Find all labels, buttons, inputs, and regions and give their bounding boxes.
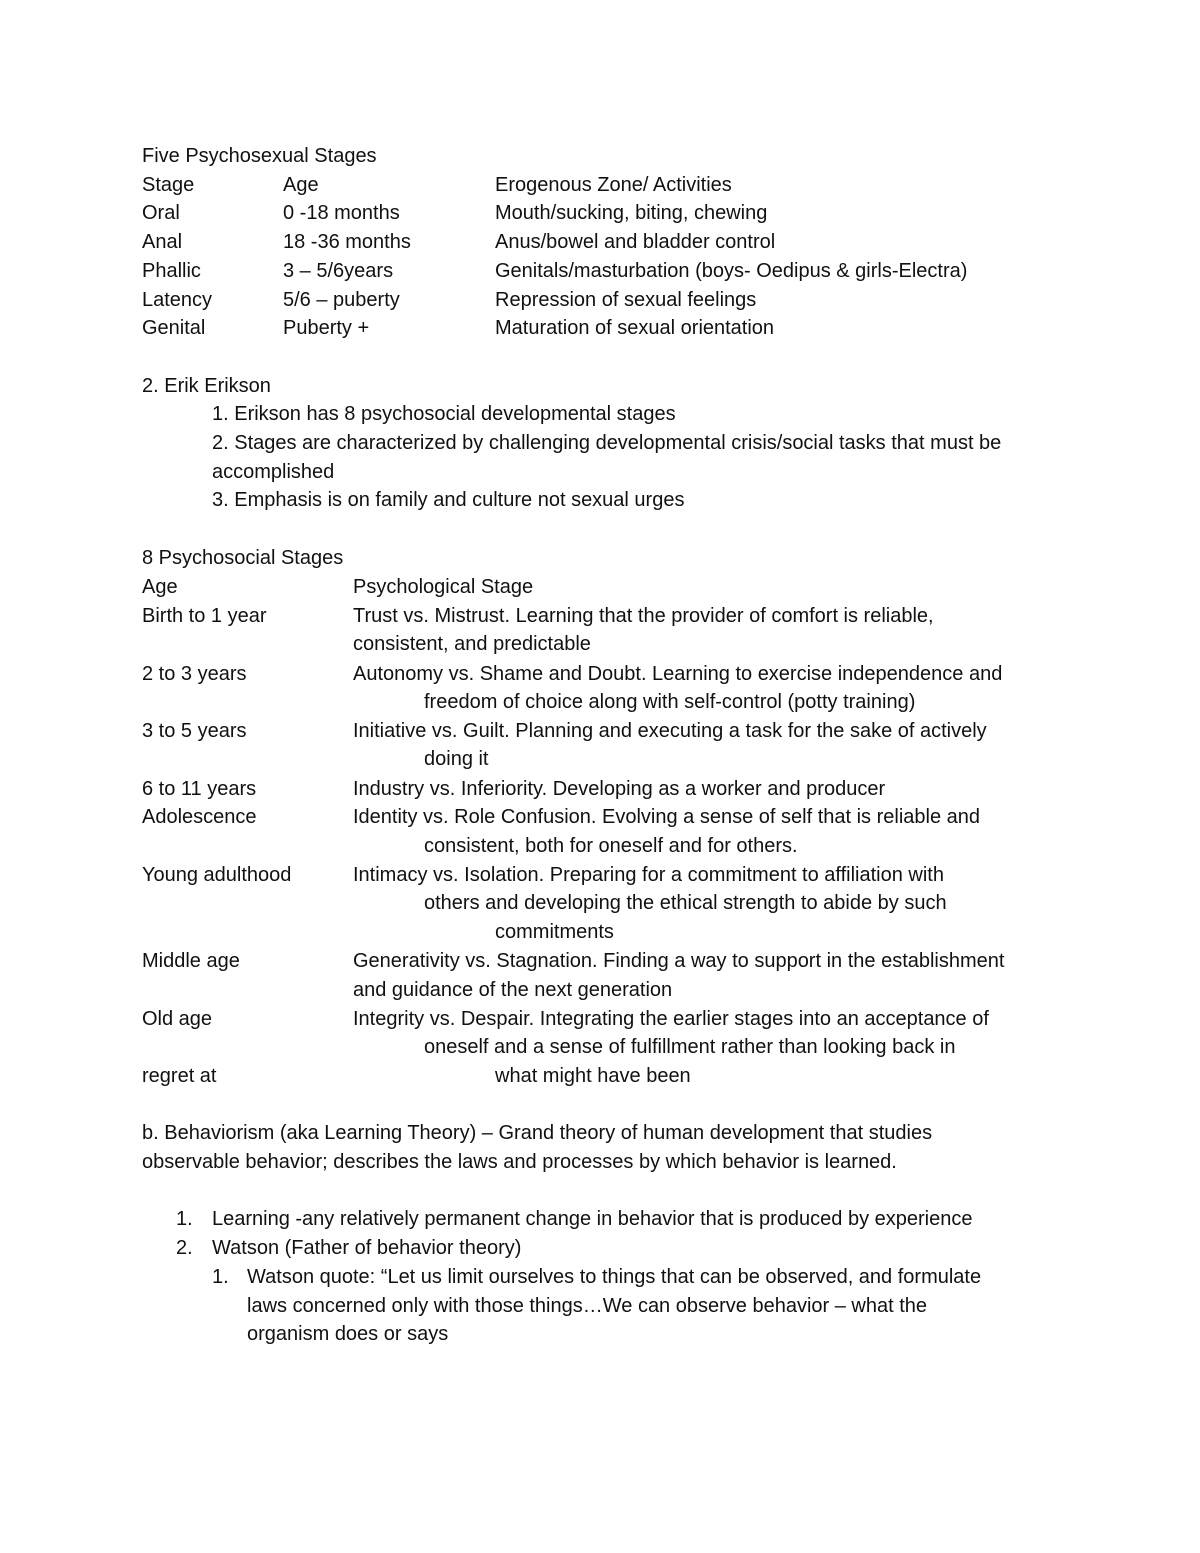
list-text-continuation: laws concerned only with those things…We can observe behavior – what the [247,1295,928,1317]
list-number: 1. [176,1208,193,1230]
erikson-point-continuation: accomplished [212,461,335,483]
stage-age: Adolescence [142,806,257,828]
psychosocial-header-stage: Psychological Stage [353,576,534,598]
table-cell: 18 -36 months [283,231,411,253]
table-cell: Genital [142,317,206,339]
table-cell: 5/6 – puberty [283,289,400,311]
behaviorism-paragraph: observable behavior; describes the laws and processes by which behavior is learned. [142,1151,897,1173]
table-cell: Anal [142,231,183,253]
stage-description: what might have been [495,1065,691,1087]
stage-description: others and developing the ethical strength to abide by such [424,892,947,914]
table-header-zone: Erogenous Zone/ Activities [495,174,732,196]
list-text: Watson quote: “Let us limit ourselves to things that can be observed, and formulate [247,1266,982,1288]
list-item-nested [0,1265,1200,1293]
table-cell: Puberty + [283,317,370,339]
stage-description: freedom of choice along with self-control (potty training) [424,691,916,713]
erikson-heading: 2. Erik Erikson [142,375,271,397]
table-cell: Repression of sexual feelings [495,289,757,311]
table-cell: Latency [142,289,213,311]
stage-description-fragment: regret at [142,1065,217,1087]
stage-description: Identity vs. Role Confusion. Evolving a sense of self that is reliable and [353,806,981,828]
table-header-stage: Stage [142,174,195,196]
list-number: 1. [212,1266,229,1288]
stage-description: oneself and a sense of fulfillment rather than looking back in [424,1036,956,1058]
psychosocial-title: 8 Psychosocial Stages [142,547,344,569]
list-number: 2. [176,1237,193,1259]
erikson-point: 1. Erikson has 8 psychosocial developmental stages [212,403,676,425]
table-cell: Phallic [142,260,201,282]
erikson-point: 3. Emphasis is on family and culture not sexual urges [212,489,685,511]
stage-description: Generativity vs. Stagnation. Finding a way to support in the establishment [353,950,1005,972]
psychosexual-title: Five Psychosexual Stages [142,145,377,167]
stage-description: consistent, both for oneself and for others. [424,835,798,857]
table-cell: Genitals/masturbation (boys- Oedipus & girls-Electra) [495,260,968,282]
table-header-age: Age [283,174,319,196]
stage-age: Middle age [142,950,240,972]
psychosocial-header-age: Age [142,576,178,598]
stage-description: Initiative vs. Guilt. Planning and executing a task for the sake of actively [353,720,987,742]
stage-description: Integrity vs. Despair. Integrating the earlier stages into an acceptance of [353,1008,989,1030]
stage-age: Young adulthood [142,864,292,886]
stage-description: Trust vs. Mistrust. Learning that the provider of comfort is reliable, [353,605,934,627]
list-item [0,1207,1200,1235]
stage-age: Old age [142,1008,213,1030]
table-cell: 0 -18 months [283,202,400,224]
stage-description: Autonomy vs. Shame and Doubt. Learning to exercise independence and [353,663,1003,685]
stage-age: Birth to 1 year [142,605,267,627]
stage-age: 6 to 11 years [142,778,257,800]
erikson-point: 2. Stages are characterized by challenging developmental crisis/social tasks that must be [212,432,1002,454]
table-cell: Anus/bowel and bladder control [495,231,776,253]
list-item [0,1236,1200,1264]
stage-description: Intimacy vs. Isolation. Preparing for a commitment to affiliation with [353,864,944,886]
stage-age: 3 to 5 years [142,720,247,742]
list-text: Watson (Father of behavior theory) [212,1237,522,1259]
stage-description: Industry vs. Inferiority. Developing as a worker and producer [353,778,886,800]
stage-description: consistent, and predictable [353,633,591,655]
stage-description: and guidance of the next generation [353,979,673,1001]
behaviorism-paragraph: b. Behaviorism (aka Learning Theory) – Grand theory of human development that studies [142,1122,933,1144]
table-cell: 3 – 5/6years [283,260,394,282]
stage-description: commitments [495,921,614,943]
stage-description: doing it [424,748,489,770]
list-text-continuation: organism does or says [247,1323,449,1345]
table-cell: Mouth/sucking, biting, chewing [495,202,768,224]
list-text: Learning -any relatively permanent change in behavior that is produced by experience [212,1208,973,1230]
table-cell: Oral [142,202,180,224]
stage-age: 2 to 3 years [142,663,247,685]
table-cell: Maturation of sexual orientation [495,317,775,339]
